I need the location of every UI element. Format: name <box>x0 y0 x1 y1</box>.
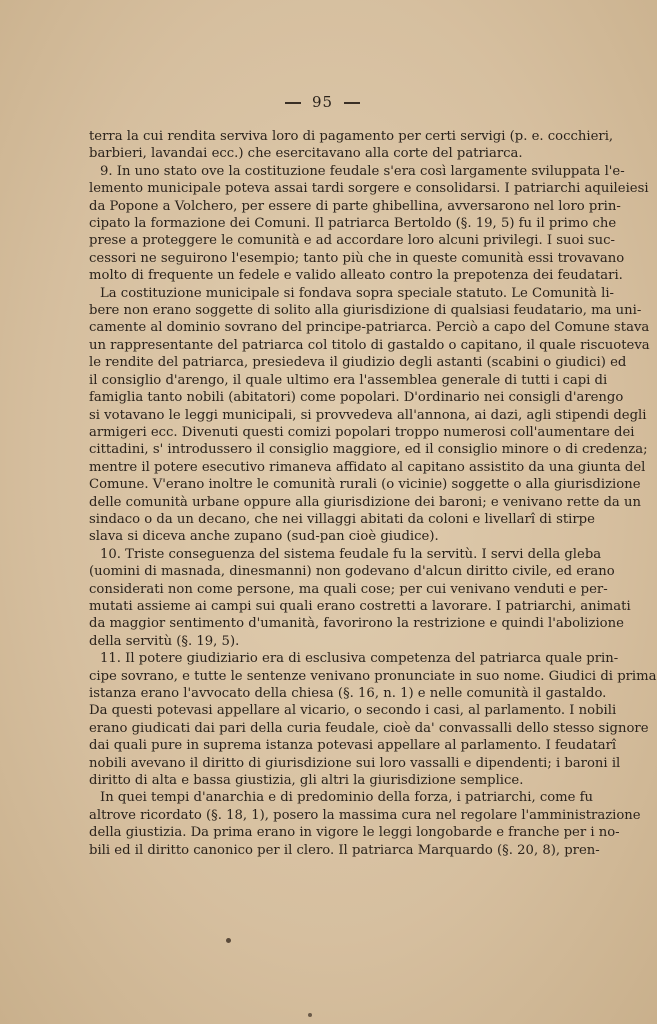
text-line: (uomini di masnada, dinesmanni) non godevano d'alcun diritto civile, ed erano <box>89 564 615 580</box>
text-line: lemento municipale poteva assai tardi sorgere e consolidarsi. I patriarchi aquileiesi <box>89 181 649 197</box>
text-line: camente al dominio sovrano del principe-patriarca. Perciò a capo del Comune stava <box>89 320 650 336</box>
text-line: cittadini, s' introdussero il consiglio maggiore, ed il consiglio minore o di credenza; <box>89 442 648 458</box>
body-text <box>89 128 657 859</box>
text-line: delle comunità urbane oppure alla giurisdizione dei baroni; e venivano rette da un <box>89 494 641 510</box>
text-line: istanza erano l'avvocato della chiesa (§. 16, n. 1) e nelle comunità il gastaldo. <box>89 686 607 701</box>
header-dash-left <box>285 102 301 104</box>
text-line: considerati non come persone, ma quali cose; per cui venivano venduti e per- <box>89 581 608 597</box>
text-line: il consiglio d'arengo, il quale ultimo era l'assemblea generale di tutti i capi di <box>89 372 608 388</box>
text-line: famiglia tanto nobili (abitatori) come popolari. D'ordinario nei consigli d'arengo <box>89 390 624 406</box>
text-line: terra la cui rendita serviva loro di pagamento per certi servigi (p. e. cocchieri, <box>89 129 614 144</box>
text-line: prese a proteggere le comunità e ad accordare loro alcuni privilegi. I suoi suc- <box>89 233 615 249</box>
text-line: un rappresentante del patriarca col titolo di gastaldo o capitano, il quale riscuoteva <box>89 337 650 353</box>
ink-dot-bottom <box>308 1013 312 1017</box>
text-line: bili ed il diritto canonico per il clero. Il patriarca Marquardo (§. 20, 8), pren- <box>89 842 600 858</box>
text-line: In quei tempi d'anarchia e di predominio della forza, i patriarchi, come fu <box>100 790 594 806</box>
page-number: 95 <box>311 93 334 111</box>
text-line: mentre il potere esecutivo rimaneva affidato al capitano assistito da una giunta del <box>89 459 646 475</box>
text-line: della servitù (§. 19, 5). <box>89 633 240 649</box>
text-line: sindaco o da un decano, che nei villaggi abitati da coloni e livellarî di stirpe <box>89 511 595 527</box>
text-line: cessori ne seguirono l'esempio; tanto più che in queste comunità essi trovavano <box>89 250 625 266</box>
text-line: armigeri ecc. Divenuti questi comizi popolari troppo numerosi coll'aumentare dei <box>89 424 635 440</box>
text-line: nobili avevano il diritto di giurisdizione sui loro vassalli e dipendenti; i baroni il <box>89 755 621 771</box>
text-line: da maggior sentimento d'umanità, favorirono la restrizione e quindi l'abolizione <box>89 616 624 632</box>
text-line: molto di frequente un fedele e valido alleato contro la prepotenza dei feudatari. <box>89 268 623 284</box>
text-line: della giustizia. Da prima erano in vigore le leggi longobarde e franche per i no- <box>89 825 620 841</box>
text-line: si votavano le leggi municipali, si provvedeva all'annona, ai dazi, agli stipendi degli <box>89 407 647 423</box>
text-line: barbieri, lavandai ecc.) che esercitavano alla corte del patriarca. <box>89 146 523 162</box>
text-line: 11. Il potere giudiziario era di esclusiva competenza del patriarca quale prin- <box>100 651 619 667</box>
ink-dot <box>226 938 231 943</box>
text-line: dai quali pure in suprema istanza potevasi appellare al parlamento. I feudatarî <box>89 738 617 754</box>
text-line: Comune. V'erano inoltre le comunità rurali (o vicinie) soggette o alla giurisdizione <box>89 477 641 493</box>
text-line: erano giudicati dai pari della curia feudale, cioè da' convassalli dello stesso signore <box>89 720 649 736</box>
text-line: bere non erano soggette di solito alla giurisdizione di qualsiasi feudatario, ma uni- <box>89 303 642 319</box>
text-line: slava si diceva anche zupano (sud-pan cioè giudice). <box>89 529 439 545</box>
text-line: altrove ricordato (§. 18, 1), posero la massima cura nel regolare l'amministrazione <box>89 807 641 823</box>
text-line: La costituzione municipale si fondava sopra speciale statuto. Le Comunità li- <box>100 285 614 301</box>
text-line: le rendite del patriarca, presiedeva il giudizio degli astanti (scabini o giudici) ed <box>89 355 627 371</box>
text-line: 9. In uno stato ove la costituzione feudale s'era così largamente sviluppata l'e- <box>100 163 625 179</box>
text-line: mutati assieme ai campi sui quali erano costretti a lavorare. I patriarchi, animati <box>89 598 631 614</box>
header-dash-right <box>344 102 360 104</box>
text-line: da Popone a Volchero, per essere di parte ghibellina, avversarono nel loro prin- <box>89 198 621 214</box>
text-line: cipato la formazione dei Comuni. Il patriarca Bertoldo (§. 19, 5) fu il primo che <box>89 216 617 232</box>
page-header <box>0 93 645 111</box>
text-line: 10. Triste conseguenza del sistema feudale fu la servitù. I servi della gleba <box>100 546 602 562</box>
text-line: diritto di alta e bassa giustizia, gli altri la giurisdizione semplice. <box>89 773 524 789</box>
text-line: cipe sovrano, e tutte le sentenze venivano pronunciate in suo nome. Giudici di prima <box>89 668 657 684</box>
text-line: Da questi potevasi appellare al vicario, o secondo i casi, al parlamento. I nobili <box>89 703 617 719</box>
